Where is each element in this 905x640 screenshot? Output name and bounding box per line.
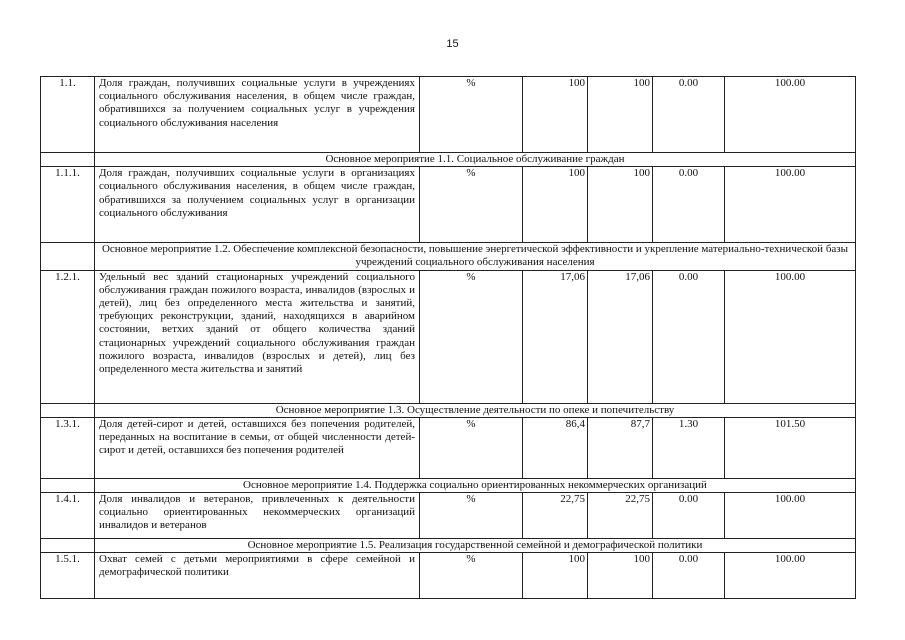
indicator-plan: 100 [523,77,588,153]
indicator-code: 1.5.1. [41,553,95,599]
indicator-row [41,553,856,599]
indicator-fact: 100 [588,77,653,153]
section-title: Основное мероприятие 1.4. Поддержка социально ориентированных некоммерческих организаций [95,478,856,492]
indicator-plan: 100 [523,167,588,243]
indicator-name: Доля инвалидов и ветеранов, привлеченных к деятельности социально ориентированных некоммерческих организаций инвалидов и ветеранов [95,493,420,539]
indicator-code: 1.3.1. [41,417,95,478]
section-title: Основное мероприятие 1.1. Социальное обслуживание граждан [95,153,856,167]
indicators-table [40,76,856,599]
indicator-deviation: 1.30 [653,417,725,478]
indicator-code: 1.1.1. [41,167,95,243]
indicator-row [41,270,856,403]
section-row [41,478,856,492]
indicator-plan: 22,75 [523,493,588,539]
indicator-name: Доля граждан, получивших социальные услуги в организациях социального обслуживания населения, в общем числе граждан, обратившихся за получением социальных услуг в организации социального обслуживания [95,167,420,243]
indicator-unit: % [420,553,523,599]
indicator-code: 1.2.1. [41,270,95,403]
indicator-percent: 100.00 [725,493,856,539]
indicator-row [41,167,856,243]
indicator-name: Охват семей с детьми мероприятиями в сфере семейной и демографической политики [95,553,420,599]
section-title: Основное мероприятие 1.3. Осуществление деятельности по опеке и попечительству [95,403,856,417]
indicator-deviation: 0.00 [653,167,725,243]
indicator-unit: % [420,167,523,243]
indicator-code: 1.1. [41,77,95,153]
section-row [41,403,856,417]
indicator-unit: % [420,77,523,153]
indicator-name: Доля детей-сирот и детей, оставшихся без попечения родителей, переданных на воспитание в семьи, от общей численности детей-сирот и детей, оставшихся без попечения родителей [95,417,420,478]
section-spacer [41,243,95,270]
indicator-fact: 100 [588,553,653,599]
section-row [41,243,856,270]
indicator-plan: 100 [523,553,588,599]
indicator-deviation: 0.00 [653,77,725,153]
indicator-unit: % [420,493,523,539]
indicator-fact: 22,75 [588,493,653,539]
indicator-name: Доля граждан, получивших социальные услуги в учреждениях социального обслуживания населения, в общем числе граждан, обратившихся за получением социальных услуг в учреждения социального обслуживания населения [95,77,420,153]
indicator-deviation: 0.00 [653,553,725,599]
section-spacer [41,403,95,417]
indicator-plan: 17,06 [523,270,588,403]
page-number: 15 [446,38,459,50]
section-spacer [41,539,95,553]
indicator-row [41,77,856,153]
indicator-row [41,493,856,539]
section-spacer [41,478,95,492]
section-title: Основное мероприятие 1.5. Реализация государственной семейной и демографической политики [95,539,856,553]
indicator-fact: 87,7 [588,417,653,478]
section-row [41,539,856,553]
indicator-unit: % [420,270,523,403]
section-row [41,153,856,167]
indicator-row [41,417,856,478]
indicator-plan: 86,4 [523,417,588,478]
indicator-percent: 100.00 [725,553,856,599]
section-spacer [41,153,95,167]
indicator-percent: 100.00 [725,167,856,243]
indicator-fact: 17,06 [588,270,653,403]
section-title: Основное мероприятие 1.2. Обеспечение комплексной безопасности, повышение энергетической эффективности и укрепление материально-технической базы учреждений социального обслуживания населения [95,243,856,270]
indicator-percent: 100.00 [725,270,856,403]
indicator-deviation: 0.00 [653,270,725,403]
indicator-percent: 100.00 [725,77,856,153]
indicator-fact: 100 [588,167,653,243]
indicator-code: 1.4.1. [41,493,95,539]
indicator-percent: 101.50 [725,417,856,478]
indicator-unit: % [420,417,523,478]
indicator-deviation: 0.00 [653,493,725,539]
indicator-name: Удельный вес зданий стационарных учреждений социального обслуживания граждан пожилого возраста, инвалидов (взрослых и детей), лиц без определенного места жительства и занятий, требующих реконструкции, зданий, находящихся в аварийном состоянии, ветхих зданий от общего количества зданий стационарных учреждений социального обслуживания граждан пожилого возраста, инвалидов (взрослых и детей), лиц без определенного места жительства и занятий [95,270,420,403]
